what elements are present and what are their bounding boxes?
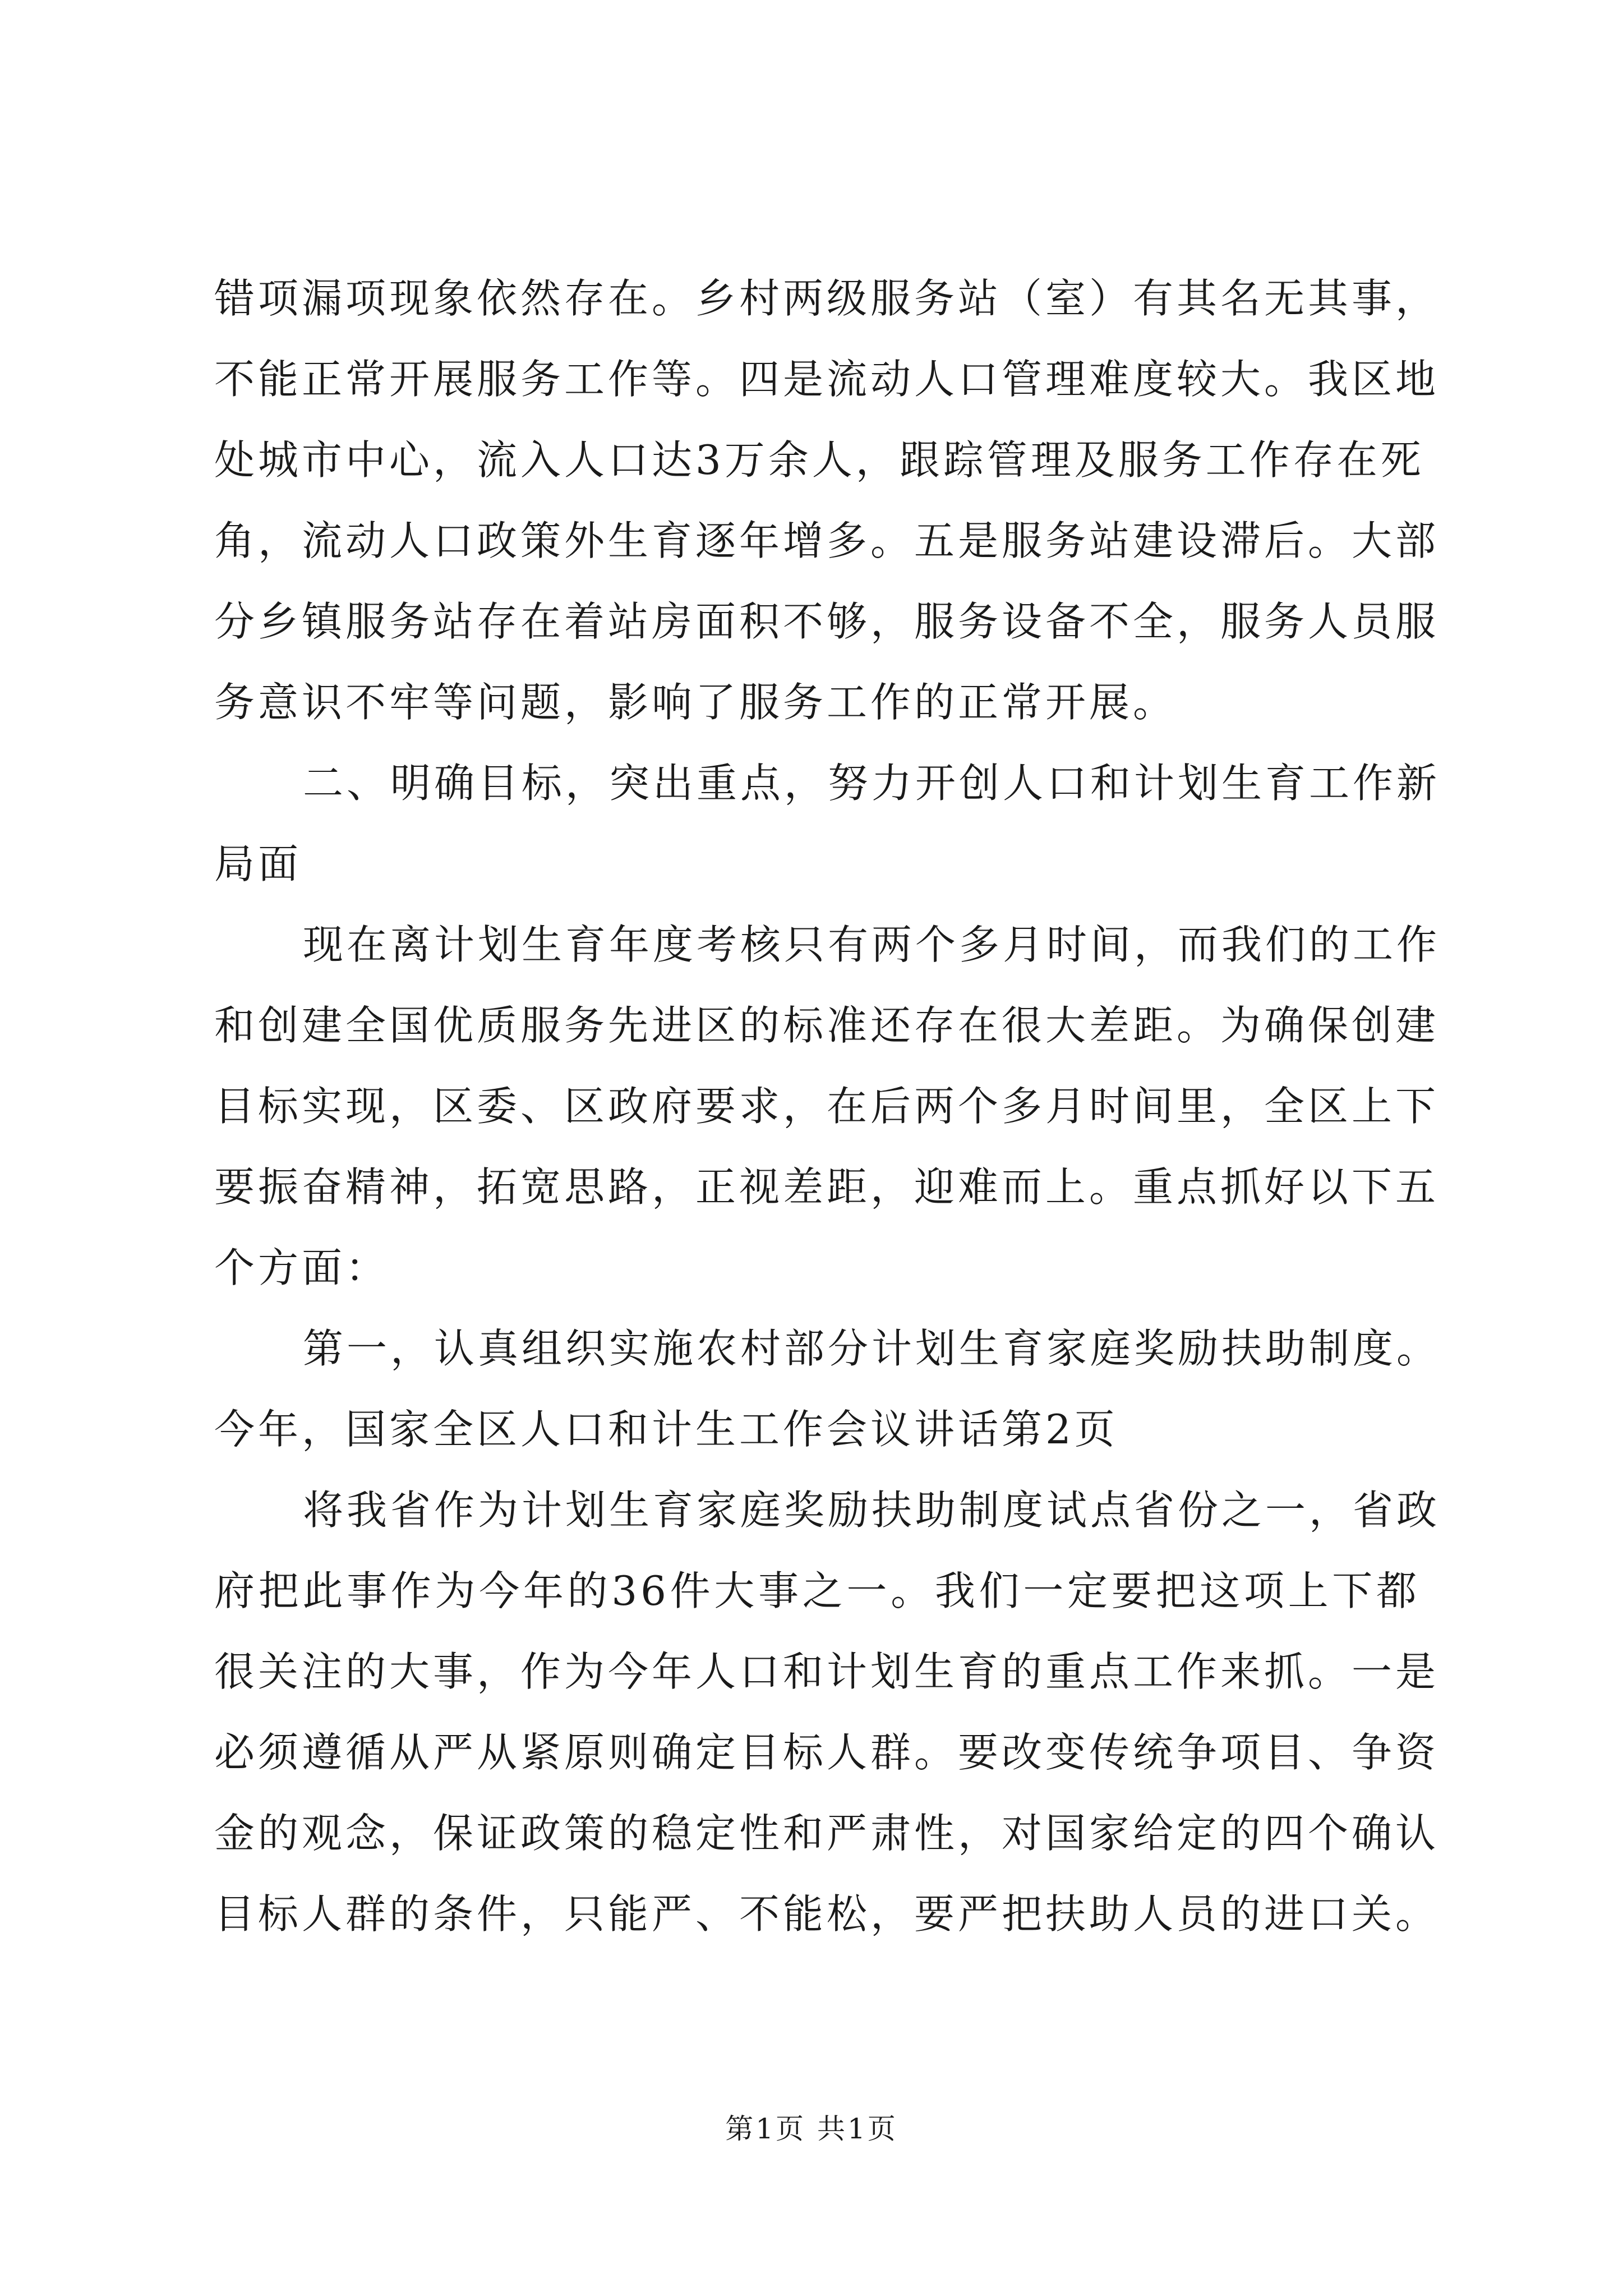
text-line: 处城市中心，流入人口达3万余人，跟踪管理及服务工作存在死: [214, 436, 1424, 484]
text-line: 将我省作为计划生育家庭奖励扶助制度试点省份之一，省政: [303, 1487, 1441, 1534]
text-line: 目标实现，区委、区政府要求，在后两个多月时间里，全区上下: [214, 1083, 1440, 1130]
text-line: 个方面：: [214, 1244, 390, 1291]
text-line: 今年，国家全区人口和计生工作会议讲话第2页: [214, 1406, 1118, 1453]
text-line: 要振奋精神，拓宽思路，正视差距，迎难而上。重点抓好以下五: [214, 1163, 1440, 1211]
text-line: 府把此事作为今年的36件大事之一。我们一定要把这项上下都: [214, 1567, 1420, 1614]
text-line: 分乡镇服务站存在着站房面积不够，服务设备不全，服务人员服: [214, 598, 1440, 645]
text-line: 很关注的大事，作为今年人口和计划生育的重点工作来抓。一是: [214, 1648, 1440, 1695]
text-line: 第一，认真组织实施农村部分计划生育家庭奖励扶助制度。: [303, 1325, 1441, 1372]
text-line: 不能正常开展服务工作等。四是流动人口管理难度较大。我区地: [214, 356, 1440, 403]
text-line: 现在离计划生育年度考核只有两个多月时间，而我们的工作: [303, 921, 1441, 968]
text-line: 角，流动人口政策外生育逐年增多。五是服务站建设滞后。大部: [214, 517, 1440, 564]
page-footer: 第1页 共1页: [725, 2113, 898, 2145]
text-line: 目标人群的条件，只能严、不能松，要严把扶助人员的进口关。: [214, 1890, 1440, 1938]
document-body: [214, 258, 1441, 1954]
text-line: 局面: [214, 840, 302, 887]
text-line: 必须遵循从严从紧原则确定目标人群。要改变传统争项目、争资: [214, 1729, 1440, 1776]
text-line: 务意识不牢等问题，影响了服务工作的正常开展。: [214, 679, 1177, 726]
text-line: 错项漏项现象依然存在。乡村两级服务站（室）有其名无其事，: [214, 275, 1440, 322]
text-line: 二、明确目标，突出重点，努力开创人口和计划生育工作新: [303, 760, 1441, 807]
text-line: 金的观念，保证政策的稳定性和严肃性，对国家给定的四个确认: [214, 1810, 1440, 1857]
text-line: 和创建全国优质服务先进区的标准还存在很大差距。为确保创建: [214, 1002, 1440, 1049]
